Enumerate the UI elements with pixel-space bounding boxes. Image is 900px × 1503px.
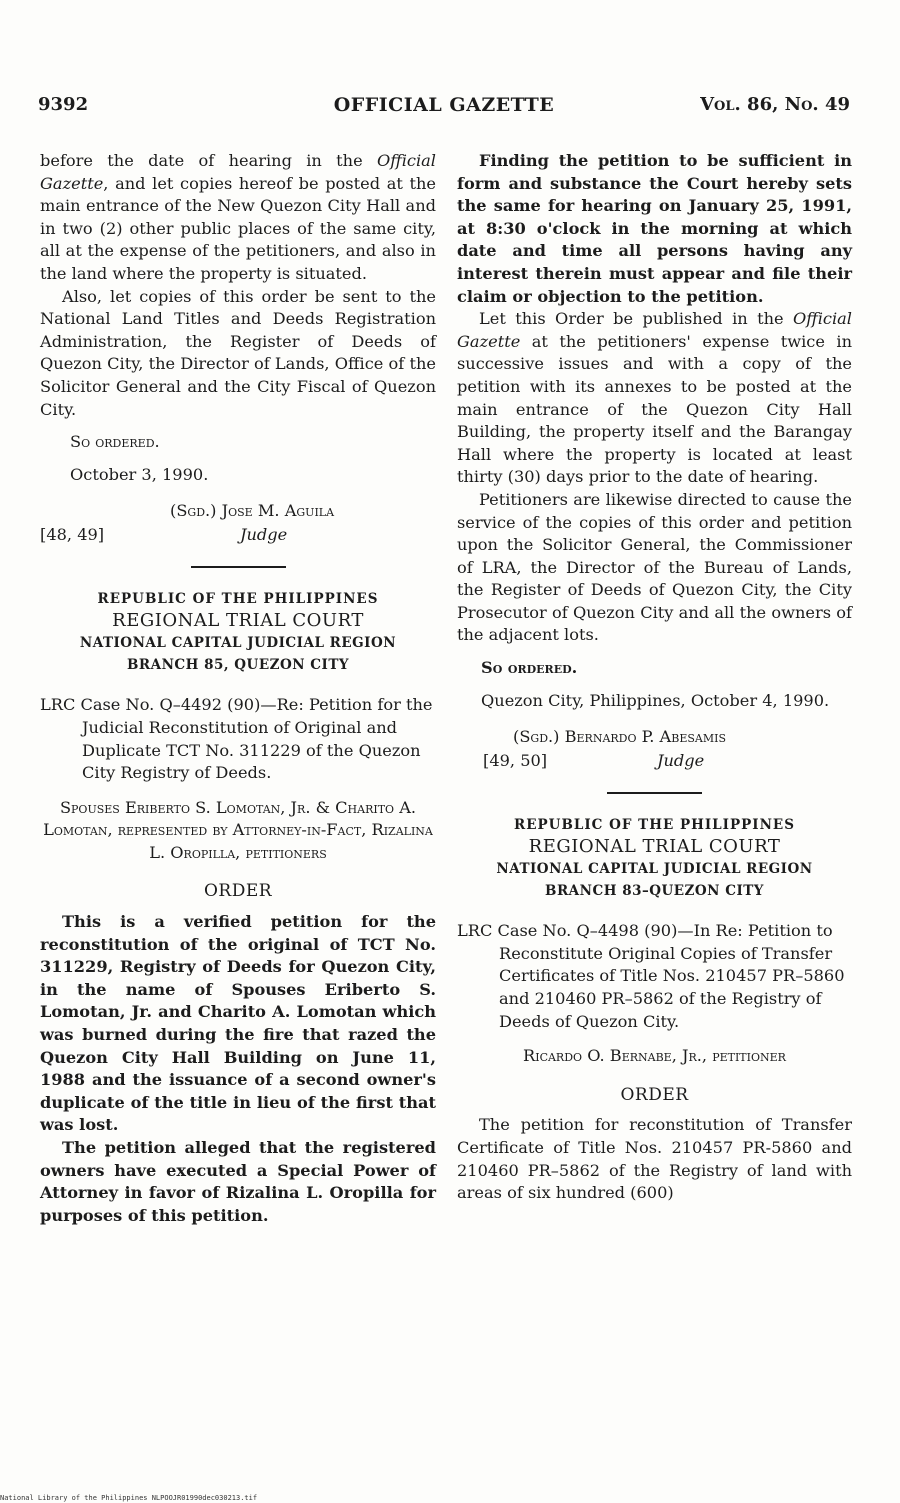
- petitioners: Ricardo O. Bernabe, Jr., petitioner: [523, 1046, 786, 1066]
- paragraph: This is a verified petition for the reconstitution of the original of TCT No. 311229, Registry of Deeds for Quezon City, in the name of Spouses Eriberto S. Lomotan, Jr. and Charito A. Lomotan which was burned during the fire that razed the Quezon City Hall Building on June 11, 1988 and the issuance of a second owner's duplicate of the title in lieu of the first that was lost.: [40, 912, 436, 1135]
- order-heading: ORDER: [620, 1084, 689, 1105]
- left-column: [40, 150, 436, 1227]
- page-header: [38, 94, 850, 120]
- judicial-region: NATIONAL CAPITAL JUDICIAL REGION: [496, 861, 813, 878]
- so-ordered: So ordered.: [70, 432, 160, 452]
- signature-block: [483, 726, 852, 774]
- order-date: Quezon City, Philippines, October 4, 1990.: [481, 690, 830, 710]
- court-name: REGIONAL TRIAL COURT: [528, 836, 781, 858]
- petitioners: Spouses Eriberto S. Lomotan, Jr. & Charito A. Lomotan, represented by Attorney-in-Fact, Rizalina L. Oropilla, petitioners: [43, 797, 433, 862]
- court-branch: BRANCH 83–QUEZON CITY: [545, 883, 764, 900]
- issue-reference: [48, 49]: [40, 525, 105, 545]
- volume-number: Vol. 86, No. 49: [700, 94, 850, 115]
- paragraph: Also, let copies of this order be sent to the National Land Titles and Deeds Registration Administration, the Register of Deeds of Quezon City, the Director of Lands, Office of the Solicitor General and the City Fiscal of Quezon City.: [40, 286, 436, 419]
- republic-line: REPUBLIC OF THE PHILIPPINES: [514, 817, 795, 834]
- section-divider: [607, 792, 702, 794]
- page-number: 9392: [38, 94, 89, 115]
- order-date: October 3, 1990.: [70, 464, 209, 484]
- scan-footer: National Library of the Philippines NLPOOJR01990dec030213.tif: [0, 1494, 258, 1502]
- court-branch: BRANCH 85, QUEZON CITY: [126, 657, 350, 674]
- judge-signature: (Sgd.) Bernardo P. Abesamis: [513, 727, 726, 747]
- judge-title: Judge: [657, 751, 705, 771]
- paragraph: Let this Order be published in the Official Gazette at the petitioners' expense twice in successive issues and with a copy of the petition with its annexes to be posted at the main entrance of the Quezon City Hall Building, the property itself and the Barangay Hall where the property is located at least thirty (30) days prior to the date of hearing.: [457, 309, 852, 487]
- section-divider: [191, 566, 286, 568]
- judicial-region: NATIONAL CAPITAL JUDICIAL REGION: [79, 635, 397, 652]
- court-heading: [40, 588, 436, 676]
- so-ordered: So ordered.: [481, 658, 578, 678]
- right-column: [457, 150, 852, 1205]
- court-name: REGIONAL TRIAL COURT: [112, 610, 364, 632]
- order-heading: ORDER: [203, 881, 273, 902]
- signature-block: [40, 500, 436, 548]
- case-title: LRC Case No. Q–4498 (90)—In Re: Petition to Reconstitute Original Copies of Transfer Certificates of Title Nos. 210457 PR–5860 and 210460 PR–5862 of the Registry of Deeds of Quezon City.: [457, 921, 845, 1031]
- judge-signature: (Sgd.) Jose M. Aguila: [170, 501, 335, 521]
- paragraph: Petitioners are likewise directed to cause the service of the copies of this order and petition upon the Solicitor General, the Commissioner of LRA, the Director of the Bureau of Lands, the Register of Deeds of Quezon City, the City Prosecutor of Quezon City and all the owners of the adjacent lots.: [457, 489, 852, 645]
- paragraph: Finding the petition to be sufficient in form and substance the Court hereby sets the same for hearing on January 25, 1991, at 8:30 o'clock in the morning at which date and time all persons having any interest therein must appear and file their claim or objection to the petition.: [457, 151, 852, 306]
- republic-line: REPUBLIC OF THE PHILIPPINES: [97, 591, 379, 608]
- court-heading: [457, 814, 852, 902]
- paragraph: before the date of hearing in the Official Gazette, and let copies hereof be posted at the main entrance of the New Quezon City Hall and in two (2) other public places of the same city, all at the expense of the petitioners, and also in the land where the property is situated.: [40, 151, 436, 283]
- gazette-title: OFFICIAL GAZETTE: [333, 94, 555, 116]
- paragraph: The petition alleged that the registered owners have executed a Special Power of Attorney in favor of Rizalina L. Oropilla for purposes of this petition.: [40, 1138, 436, 1225]
- paragraph: The petition for reconstitution of Transfer Certificate of Title Nos. 210457 PR-5860 and 210460 PR–5862 of the Registry of land with areas of six hundred (600): [457, 1115, 852, 1203]
- issue-reference: [49, 50]: [483, 751, 548, 771]
- judge-title: Judge: [240, 525, 288, 545]
- case-title: LRC Case No. Q–4492 (90)—Re: Petition for the Judicial Reconstitution of Original and Duplicate TCT No. 311229 of the Quezon City Registry of Deeds.: [40, 695, 433, 783]
